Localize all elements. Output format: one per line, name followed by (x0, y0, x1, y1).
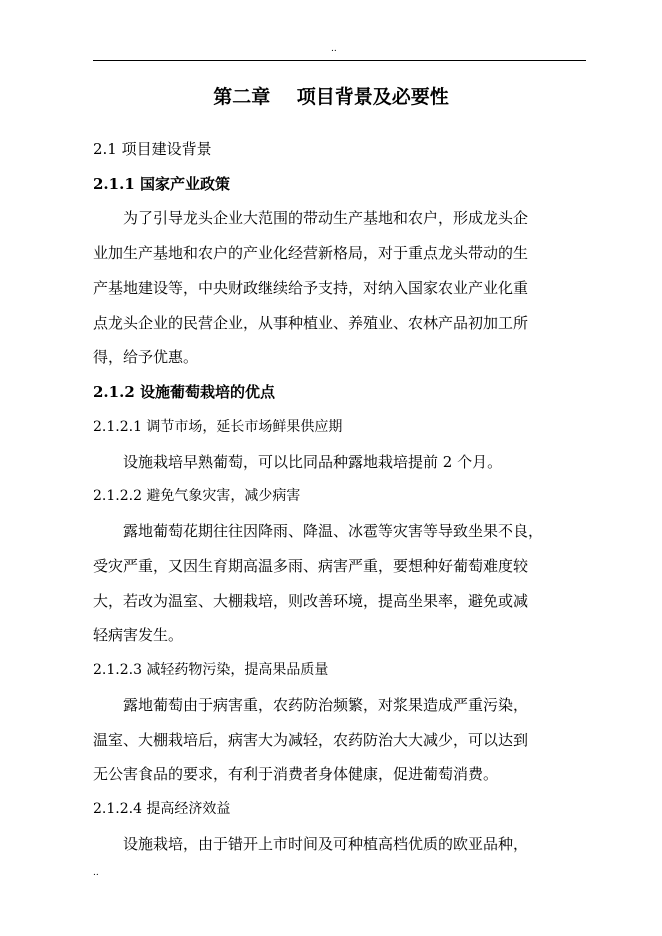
paragraph-line: 露地葡萄花期往往因降雨、降温、冰雹等灾害等导致坐果不良， (123, 522, 544, 540)
item-heading: 2.1.2.3 减轻药物污染，提高果品质量 (93, 662, 329, 678)
paragraph-line: 受灾严重，又因生育期高温多雨、病害严重，要想种好葡萄难度较 (93, 557, 529, 575)
paragraph-line: 露地葡萄由于病害重，农药防治频繁，对浆果造成严重污染， (123, 696, 529, 714)
paragraph-line: 点龙头企业的民营企业，从事种植业、养殖业、农林产品初加工所 (93, 314, 529, 332)
item-heading: 2.1.2.2 避免气象灾害，减少病害 (93, 488, 301, 504)
header-rule (93, 60, 586, 61)
paragraph-line: 产基地建设等，中央财政继续给予支持，对纳入国家农业产业化重 (93, 279, 529, 297)
section-heading: 2.1 项目建设背景 (93, 140, 212, 158)
page-title: 第二章 项目背景及必要性 (213, 86, 449, 108)
subsection-heading: 2.1.2 设施葡萄栽培的优点 (93, 383, 275, 401)
paragraph-line: 无公害食品的要求，有利于消费者身体健康，促进葡萄消费。 (93, 765, 499, 783)
footer-mark: .. (93, 868, 99, 878)
paragraph-line: 轻病害发生。 (93, 626, 184, 644)
paragraph-line: 设施栽培，由于错开上市时间及可种植高档优质的欧亚品种， (123, 835, 529, 853)
paragraph-line: 为了引导龙头企业大范围的带动生产基地和农户，形成龙头企 (123, 209, 529, 227)
header-mark: .. (331, 44, 337, 54)
paragraph-line: 业加生产基地和农户的产业化经营新格局，对于重点龙头带动的生 (93, 244, 529, 262)
item-heading: 2.1.2.4 提高经济效益 (93, 801, 231, 817)
item-heading: 2.1.2.1 调节市场，延长市场鲜果供应期 (93, 419, 343, 435)
paragraph-line: 设施栽培早熟葡萄，可以比同品种露地栽培提前 2 个月。 (123, 453, 503, 471)
paragraph-line: 得，给予优惠。 (93, 348, 199, 366)
paragraph-line: 温室、大棚栽培后，病害大为减轻，农药防治大大减少，可以达到 (93, 731, 529, 749)
subsection-heading: 2.1.1 国家产业政策 (93, 175, 230, 193)
paragraph-line: 大，若改为温室、大棚栽培，则改善环境，提高坐果率，避免或减 (93, 592, 529, 610)
